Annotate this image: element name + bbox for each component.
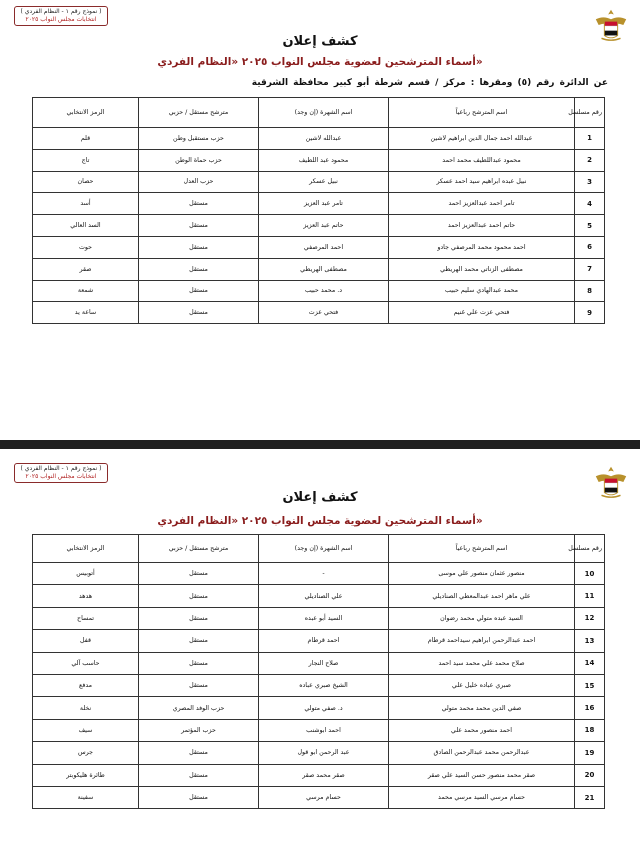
row-symbol: أسد	[33, 193, 139, 215]
row-num: 4	[575, 193, 605, 215]
row-type: مستقل	[139, 280, 259, 302]
row-popular: مصطفى الهريطي	[259, 258, 389, 280]
row-name: حاتم احمد عبدالعزيز احمد	[389, 215, 575, 237]
row-type: مستقل	[139, 563, 259, 585]
row-popular: احمد قرطام	[259, 630, 389, 652]
row-num: 7	[575, 258, 605, 280]
table-row	[33, 258, 605, 280]
row-type: مستقل	[139, 607, 259, 629]
row-symbol: نخلة	[33, 697, 139, 719]
row-type: حزب حماة الوطن	[139, 149, 259, 171]
col-header-name: اسم المترشح رباعياً	[389, 535, 575, 563]
row-type: حزب الوفد المصري	[139, 697, 259, 719]
row-num: 3	[575, 171, 605, 193]
row-symbol: صقر	[33, 258, 139, 280]
row-popular: د. صفي متولي	[259, 697, 389, 719]
row-symbol: مدفع	[33, 674, 139, 696]
table-header-row	[33, 98, 605, 128]
row-type: مستقل	[139, 630, 259, 652]
row-num: 14	[575, 652, 605, 674]
page-title-2: كشف إعلان	[282, 490, 358, 505]
row-type: حزب العدل	[139, 171, 259, 193]
row-name: محمد عبدالهادي سليم حبيب	[389, 280, 575, 302]
row-symbol: جرس	[33, 742, 139, 764]
row-num: 16	[575, 697, 605, 719]
row-num: 9	[575, 302, 605, 324]
row-name: صلاح محمد علي محمد سيد احمد	[389, 652, 575, 674]
row-symbol: طائرة هليكوبتر	[33, 764, 139, 786]
col-header-popular: اسم الشهرة (إن وجد)	[259, 535, 389, 563]
row-symbol: قلم	[33, 128, 139, 150]
row-name: عبدالله احمد جمال الدين ابراهيم لاشين	[389, 128, 575, 150]
row-popular: الشيخ صبري عباده	[259, 674, 389, 696]
row-popular: حاتم عبد العزيز	[259, 215, 389, 237]
row-type: مستقل	[139, 258, 259, 280]
row-num: 19	[575, 742, 605, 764]
row-num: 2	[575, 149, 605, 171]
row-popular: علي الصناديلي	[259, 585, 389, 607]
row-name: عبدالرحمن محمد عبدالرحمن الصادق	[389, 742, 575, 764]
row-symbol: تمساح	[33, 607, 139, 629]
row-num: 12	[575, 607, 605, 629]
row-num: 15	[575, 674, 605, 696]
row-type: مستقل	[139, 236, 259, 258]
row-symbol: السد العالي	[33, 215, 139, 237]
candidates-table-1	[32, 97, 605, 324]
egypt-eagle-emblem-icon	[592, 463, 630, 501]
row-type: مستقل	[139, 585, 259, 607]
announcement-page-2	[0, 449, 640, 858]
row-type: مستقل	[139, 193, 259, 215]
row-num: 11	[575, 585, 605, 607]
row-popular: تامر عبد العزيز	[259, 193, 389, 215]
row-popular: محمود عبد اللطيف	[259, 149, 389, 171]
table-row	[33, 302, 605, 324]
district-line: عن الدائرة رقم (٥) ومقرها : مركز / قسم شرطة أبو كبير محافظة الشرقية	[251, 78, 608, 88]
row-num: 13	[575, 630, 605, 652]
col-header-num: رقم مسلسل	[575, 98, 605, 128]
col-header-type: مترشح مستقل / حزبي	[139, 98, 259, 128]
col-header-symbol: الرمز الانتخابي	[33, 535, 139, 563]
row-type: حزب مستقبل وطن	[139, 128, 259, 150]
row-num: 5	[575, 215, 605, 237]
row-symbol: قفل	[33, 630, 139, 652]
row-symbol: حصان	[33, 171, 139, 193]
row-symbol: أتوبيس	[33, 563, 139, 585]
row-name: احمد محمود محمد المرصفي جادو	[389, 236, 575, 258]
row-name: صبري عباده خليل علي	[389, 674, 575, 696]
row-popular: حسام مرسي	[259, 786, 389, 808]
row-symbol: حوت	[33, 236, 139, 258]
row-popular: احمد المرصفي	[259, 236, 389, 258]
row-type: مستقل	[139, 652, 259, 674]
table-row	[33, 128, 605, 150]
row-num: 21	[575, 786, 605, 808]
row-symbol: ساعة يد	[33, 302, 139, 324]
row-symbol: سفينة	[33, 786, 139, 808]
col-header-type: مترشح مستقل / حزبي	[139, 535, 259, 563]
row-name: مصطفى الزناتي محمد الهريطي	[389, 258, 575, 280]
row-symbol: هدهد	[33, 585, 139, 607]
col-header-name: اسم المترشح رباعياً	[389, 98, 575, 128]
row-popular: د. محمد حبيب	[259, 280, 389, 302]
row-name: محمود عبداللطيف محمد احمد	[389, 149, 575, 171]
form-stamp	[14, 6, 108, 26]
form-stamp-line1: ( نموذج رقم ١ - النظام الفردي )	[20, 465, 102, 472]
col-header-symbol: الرمز الانتخابي	[33, 98, 139, 128]
row-num: 20	[575, 764, 605, 786]
row-symbol: سيف	[33, 719, 139, 741]
row-name: نبيل عبده ابراهيم سيد احمد عسكر	[389, 171, 575, 193]
row-type: مستقل	[139, 674, 259, 696]
row-name: علي ماهر احمد عبدالمعطي الصناديلي	[389, 585, 575, 607]
page-subtitle: أسماء المترشحين لعضوية مجلس النواب ٢٠٢٥ «النظام الفردي»	[157, 56, 483, 68]
row-popular: فتحي عزت	[259, 302, 389, 324]
row-popular: عبدالله لاشين	[259, 128, 389, 150]
page-title: كشف إعلان	[282, 34, 358, 49]
table-row	[33, 171, 605, 193]
form-stamp-line1: ( نموذج رقم ١ - النظام الفردي )	[20, 8, 102, 15]
row-name: السيد عبده متولي محمد رضوان	[389, 607, 575, 629]
row-type: مستقل	[139, 786, 259, 808]
row-type: مستقل	[139, 742, 259, 764]
row-num: 1	[575, 128, 605, 150]
row-name: صقر محمد منصور حسن السيد علي صقر	[389, 764, 575, 786]
row-name: فتحي عزت علي غنيم	[389, 302, 575, 324]
row-type: مستقل	[139, 302, 259, 324]
form-stamp-line2: انتخابات مجلس النواب ٢٠٢٥	[25, 473, 97, 480]
page-subtitle-2: أسماء المترشحين لعضوية مجلس النواب ٢٠٢٥ «النظام الفردي»	[157, 515, 483, 527]
row-name: منصور عثمان منصور علي موسى	[389, 563, 575, 585]
row-name: حسام مرسي السيد مرسي محمد	[389, 786, 575, 808]
row-name: صفي الدين محمد محمد متولي	[389, 697, 575, 719]
table-row	[33, 280, 605, 302]
row-num: 8	[575, 280, 605, 302]
row-popular: -	[259, 563, 389, 585]
row-name: تامر احمد عبدالعزيز احمد	[389, 193, 575, 215]
row-symbol: حاسب آلي	[33, 652, 139, 674]
table-row	[33, 149, 605, 171]
row-type: مستقل	[139, 215, 259, 237]
row-num: 18	[575, 719, 605, 741]
row-name: احمد منصور محمد علي	[389, 719, 575, 741]
row-type: حزب المؤتمر	[139, 719, 259, 741]
row-popular: عبد الرحمن ابو قول	[259, 742, 389, 764]
row-symbol: تاج	[33, 149, 139, 171]
col-header-num: رقم مسلسل	[575, 535, 605, 563]
col-header-popular: اسم الشهرة (إن وجد)	[259, 98, 389, 128]
row-name: احمد عبدالرحمن ابراهيم سيداحمد قرطام	[389, 630, 575, 652]
table-row	[33, 193, 605, 215]
row-popular: صلاح النجار	[259, 652, 389, 674]
row-popular: نبيل عسكر	[259, 171, 389, 193]
row-symbol: شمعة	[33, 280, 139, 302]
row-num: 6	[575, 236, 605, 258]
row-popular: احمد ابوشنب	[259, 719, 389, 741]
row-type: مستقل	[139, 764, 259, 786]
row-popular: صقر محمد صقر	[259, 764, 389, 786]
table-row	[33, 215, 605, 237]
form-stamp	[14, 463, 108, 483]
row-num: 10	[575, 563, 605, 585]
row-popular: السيد أبو عبده	[259, 607, 389, 629]
form-stamp-line2: انتخابات مجلس النواب ٢٠٢٥	[25, 16, 97, 23]
table-row	[33, 236, 605, 258]
